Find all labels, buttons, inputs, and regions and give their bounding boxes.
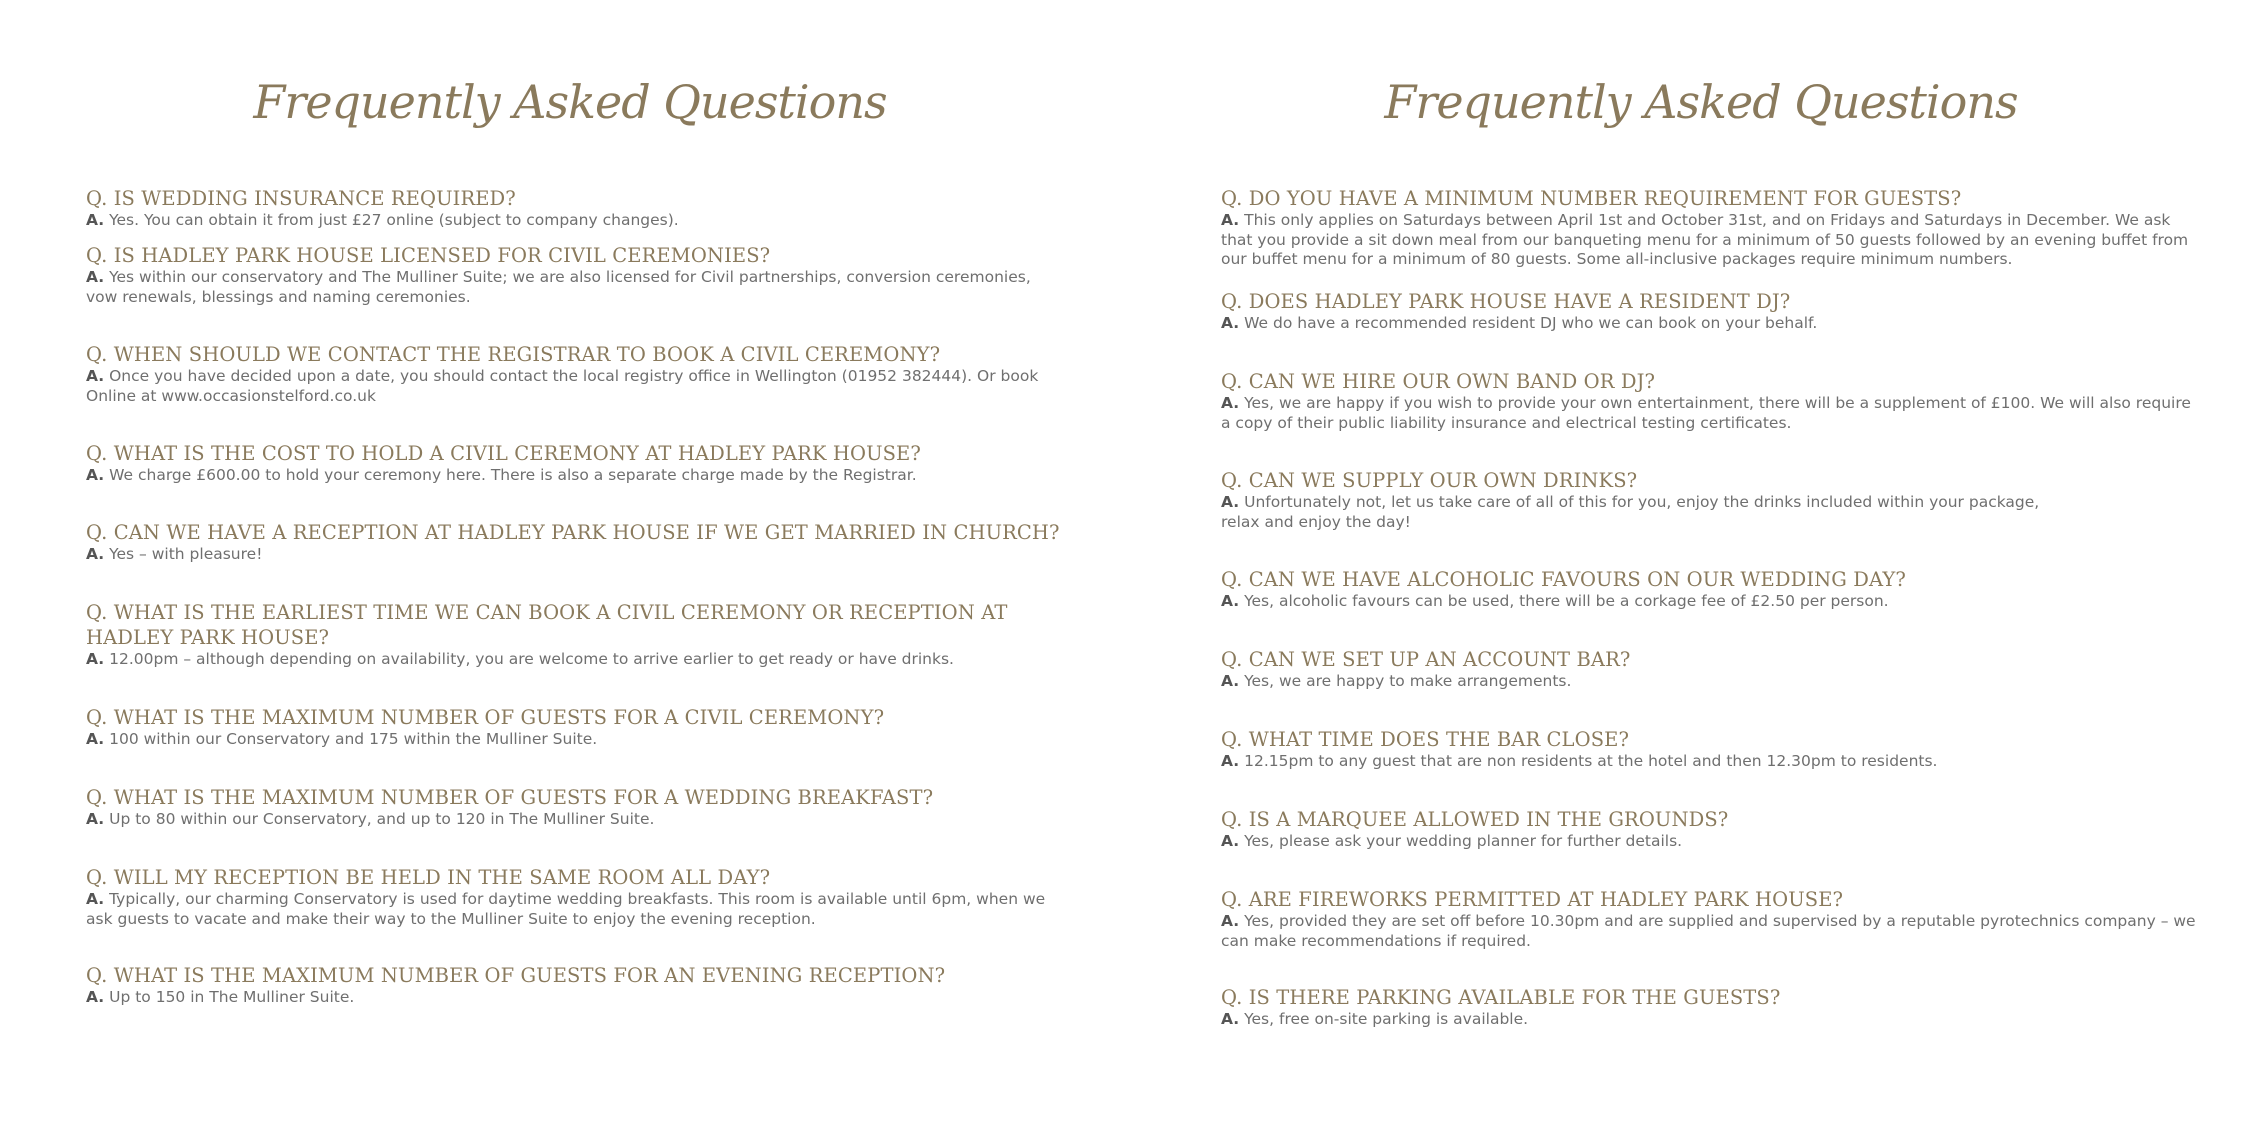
faq-item <box>1221 647 2191 692</box>
faq-question: Q. WHAT IS THE EARLIEST TIME WE CAN BOOK A CIVIL CEREMONY OR RECEPTION AT HADLEY PARK HOUSE? <box>86 601 1008 649</box>
faq-answer <box>1221 752 2191 772</box>
faq-question: Q. CAN WE SUPPLY OUR OWN DRINKS? <box>1221 469 1638 492</box>
answer-prefix: A. <box>1221 912 1240 930</box>
faq-answer <box>1221 394 2191 433</box>
faq-item <box>86 785 1056 830</box>
faq-question: Q. WHAT TIME DOES THE BAR CLOSE? <box>1221 728 1630 751</box>
faq-question: Q. CAN WE HIRE OUR OWN BAND OR DJ? <box>1221 370 1656 393</box>
answer-text: We do have a recommended resident DJ who we can book on your behalf. <box>1244 314 1818 332</box>
answer-prefix: A. <box>1221 1010 1240 1028</box>
faq-question: Q. IS A MARQUEE ALLOWED IN THE GROUNDS? <box>1221 808 1729 831</box>
answer-prefix: A. <box>1221 314 1240 332</box>
faq-item <box>86 963 1056 1008</box>
answer-prefix: A. <box>1221 211 1240 229</box>
answer-text: 100 within our Conservatory and 175 within the Mulliner Suite. <box>109 730 598 748</box>
answer-text: We charge £600.00 to hold your ceremony here. There is also a separate charge made by the Registrar. <box>109 466 917 484</box>
answer-prefix: A. <box>1221 592 1240 610</box>
faq-answer <box>1221 672 2191 692</box>
page-title: Frequently Asked Questions <box>1384 75 2018 129</box>
faq-answer <box>1221 912 2196 951</box>
answer-text: Up to 150 in The Mulliner Suite. <box>109 988 355 1006</box>
faq-question: Q. ARE FIREWORKS PERMITTED AT HADLEY PARK HOUSE? <box>1221 888 1844 911</box>
faq-question: Q. IS THERE PARKING AVAILABLE FOR THE GUESTS? <box>1221 986 1781 1009</box>
faq-answer <box>86 211 1056 231</box>
faq-item <box>86 243 1056 307</box>
answer-text: Yes within our conservatory and The Mulliner Suite; we are also licensed for Civil partnerships, conversion ceremonies, vow renewals, blessings and naming ceremonies. <box>86 268 1031 306</box>
answer-prefix: A. <box>86 545 105 563</box>
faq-item <box>1221 887 2196 951</box>
answer-prefix: A. <box>86 367 105 385</box>
answer-text: Yes, we are happy if you wish to provide your own entertainment, there will be a supplement of £100. We will also require a copy of their public liability insurance and electrical testing certificates. <box>1221 394 2191 432</box>
faq-answer <box>1221 1010 2191 1030</box>
answer-prefix: A. <box>86 466 105 484</box>
faq-question: Q. WHAT IS THE MAXIMUM NUMBER OF GUESTS FOR AN EVENING RECEPTION? <box>86 964 946 987</box>
faq-question: Q. WHAT IS THE MAXIMUM NUMBER OF GUESTS FOR A WEDDING BREAKFAST? <box>86 786 934 809</box>
answer-text: Yes, free on-site parking is available. <box>1244 1010 1529 1028</box>
faq-answer <box>86 545 1076 565</box>
faq-question: Q. CAN WE HAVE A RECEPTION AT HADLEY PARK HOUSE IF WE GET MARRIED IN CHURCH? <box>86 521 1060 544</box>
faq-question: Q. CAN WE HAVE ALCOHOLIC FAVOURS ON OUR WEDDING DAY? <box>1221 568 1906 591</box>
answer-prefix: A. <box>1221 394 1240 412</box>
answer-prefix: A. <box>86 988 105 1006</box>
faq-answer <box>1221 314 2191 334</box>
faq-item <box>86 705 1056 750</box>
faq-item <box>86 865 1056 929</box>
right-page <box>1134 0 2268 1134</box>
answer-text: Up to 80 within our Conservatory, and up to 120 in The Mulliner Suite. <box>109 810 655 828</box>
faq-answer <box>1221 592 2191 612</box>
faq-answer <box>86 890 1056 929</box>
answer-prefix: A. <box>1221 672 1240 690</box>
answer-text: 12.15pm to any guest that are non residents at the hotel and then 12.30pm to residents. <box>1244 752 1938 770</box>
faq-item <box>1221 468 2071 532</box>
faq-question: Q. WHAT IS THE COST TO HOLD A CIVIL CEREMONY AT HADLEY PARK HOUSE? <box>86 442 921 465</box>
answer-text: Yes, please ask your wedding planner for further details. <box>1244 832 1683 850</box>
answer-text: Yes. You can obtain it from just £27 online (subject to company changes). <box>109 211 679 229</box>
faq-answer <box>1221 832 2191 852</box>
faq-item <box>1221 567 2191 612</box>
faq-item <box>1221 985 2191 1030</box>
faq-answer <box>86 810 1056 830</box>
answer-text: Once you have decided upon a date, you should contact the local registry office in Wellington (01952 382444). Or book Online at www.occasionstelford.co.uk <box>86 367 1039 405</box>
faq-answer <box>86 367 1056 406</box>
faq-question: Q. WHAT IS THE MAXIMUM NUMBER OF GUESTS FOR A CIVIL CEREMONY? <box>86 706 885 729</box>
answer-text: Yes, we are happy to make arrangements. <box>1244 672 1572 690</box>
answer-prefix: A. <box>86 890 105 908</box>
answer-text: Yes, alcoholic favours can be used, there will be a corkage fee of £2.50 per person. <box>1244 592 1889 610</box>
page-title: Frequently Asked Questions <box>253 75 887 129</box>
faq-item <box>86 520 1076 565</box>
answer-text: Typically, our charming Conservatory is used for daytime wedding breakfasts. This room is available until 6pm, when we ask guests to vacate and make their way to the Mulliner Suite to enjoy the evening reception. <box>86 890 1046 928</box>
faq-item <box>86 441 1056 486</box>
faq-question: Q. WHEN SHOULD WE CONTACT THE REGISTRAR TO BOOK A CIVIL CEREMONY? <box>86 343 941 366</box>
answer-text: Unfortunately not, let us take care of all of this for you, enjoy the drinks included within your package, relax and enjoy the day! <box>1221 493 2040 531</box>
answer-prefix: A. <box>1221 832 1240 850</box>
answer-prefix: A. <box>86 730 105 748</box>
faq-answer <box>1221 493 2071 532</box>
faq-item <box>1221 369 2191 433</box>
answer-prefix: A. <box>86 268 105 286</box>
faq-answer <box>86 988 1056 1008</box>
faq-item <box>86 186 1056 231</box>
faq-answer <box>1221 211 2191 270</box>
faq-item <box>86 342 1056 406</box>
answer-text: This only applies on Saturdays between April 1st and October 31st, and on Fridays and Saturdays in December. We ask that you provide a sit down meal from our banqueting menu for a minimum of 50 guests followed by an evening buffet from our buffet menu for a minimum of 80 guests. Some all-inclusive packages require minimum numbers. <box>1221 211 2189 268</box>
answer-prefix: A. <box>1221 752 1240 770</box>
faq-item <box>1221 807 2191 852</box>
faq-answer <box>86 730 1056 750</box>
faq-answer <box>86 466 1056 486</box>
faq-question: Q. IS WEDDING INSURANCE REQUIRED? <box>86 187 516 210</box>
answer-text: Yes – with pleasure! <box>109 545 263 563</box>
answer-text: Yes, provided they are set off before 10.30pm and are supplied and supervised by a reputable pyrotechnics company – we can make recommendations if required. <box>1221 912 2196 950</box>
faq-answer <box>86 268 1056 307</box>
faq-item <box>1221 289 2191 334</box>
faq-question: Q. DO YOU HAVE A MINIMUM NUMBER REQUIREMENT FOR GUESTS? <box>1221 187 1962 210</box>
faq-item <box>1221 727 2191 772</box>
faq-item <box>1221 186 2191 270</box>
faq-question: Q. IS HADLEY PARK HOUSE LICENSED FOR CIVIL CEREMONIES? <box>86 244 771 267</box>
faq-question: Q. WILL MY RECEPTION BE HELD IN THE SAME ROOM ALL DAY? <box>86 866 771 889</box>
faq-item <box>86 600 1026 670</box>
answer-prefix: A. <box>86 650 105 668</box>
answer-text: 12.00pm – although depending on availability, you are welcome to arrive earlier to get ready or have drinks. <box>109 650 954 668</box>
answer-prefix: A. <box>1221 493 1240 511</box>
answer-prefix: A. <box>86 810 105 828</box>
answer-prefix: A. <box>86 211 105 229</box>
faq-answer <box>86 650 1026 670</box>
faq-question: Q. DOES HADLEY PARK HOUSE HAVE A RESIDENT DJ? <box>1221 290 1791 313</box>
faq-question: Q. CAN WE SET UP AN ACCOUNT BAR? <box>1221 648 1631 671</box>
